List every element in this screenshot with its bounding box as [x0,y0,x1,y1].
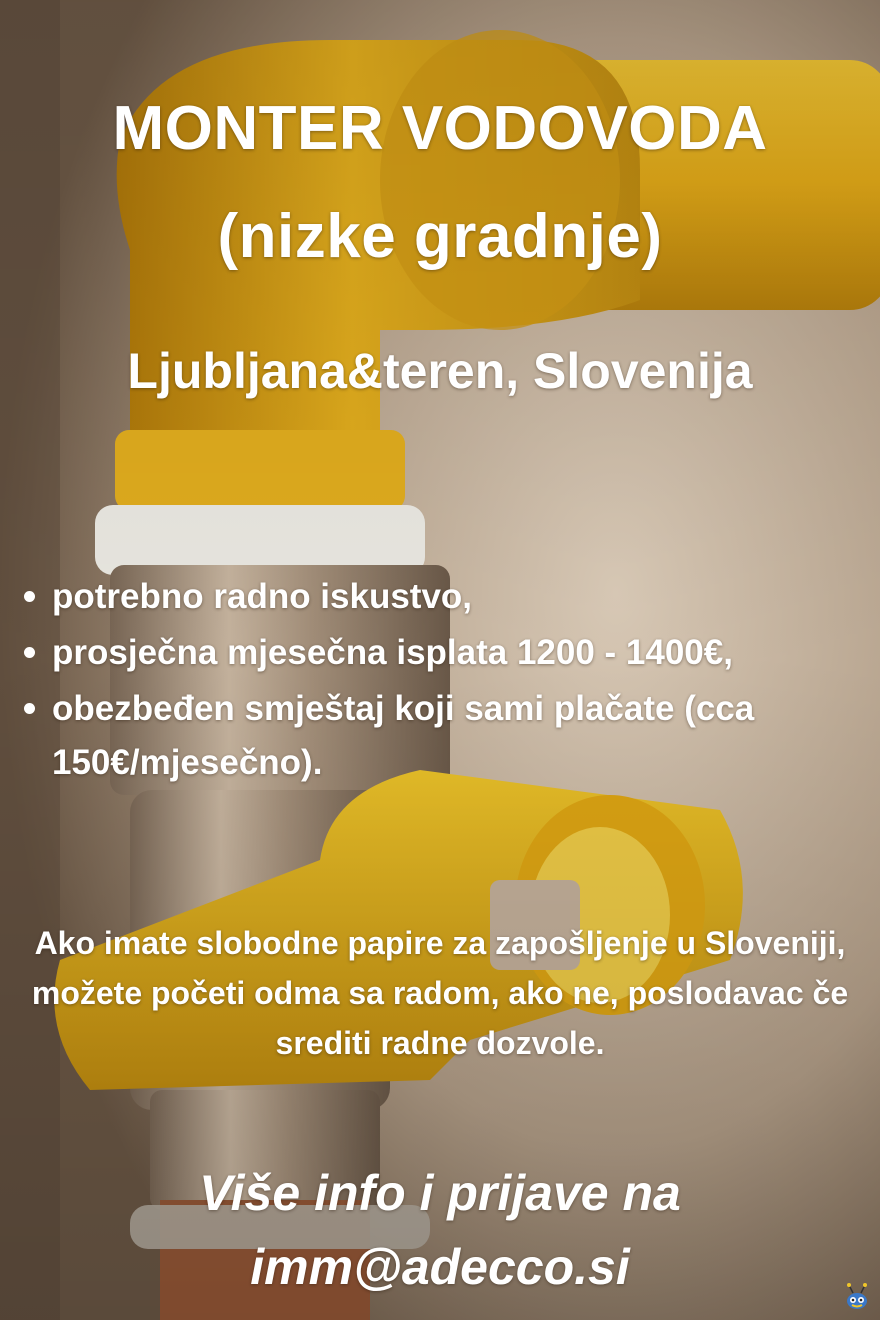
requirements-list [18,570,868,792]
list-item [18,682,868,790]
bullet-dot-icon [24,591,35,602]
list-item [18,626,868,680]
contact-prompt: Više info i prijave na [199,1165,681,1221]
list-item-text: prosječna mjesečna isplata 1200 - 1400€, [52,633,733,672]
bullet-dot-icon [24,647,35,658]
work-permit-info: Ako imate slobodne papire za zapošljenje u Sloveniji, možete početi odma sa radom, ako ne, poslodavac če srediti radne dozvole. [31,925,849,1061]
job-title-line2: (nizke gradnje) [217,202,663,271]
job-title-line1: MONTER VODOVODA [112,94,768,163]
bullet-dot-icon [24,703,35,714]
list-item-text: obezbeđen smještaj koji sami plačate (cca 150€/mjesečno). [52,689,755,782]
job-location: Ljubljana&teren, Slovenija [127,343,753,399]
list-item-text: potrebno radno iskustvo, [52,577,473,616]
bee-mascot-icon [840,1280,874,1312]
contact-email-link[interactable]: imm@adecco.si [250,1239,630,1295]
list-item [18,570,868,624]
